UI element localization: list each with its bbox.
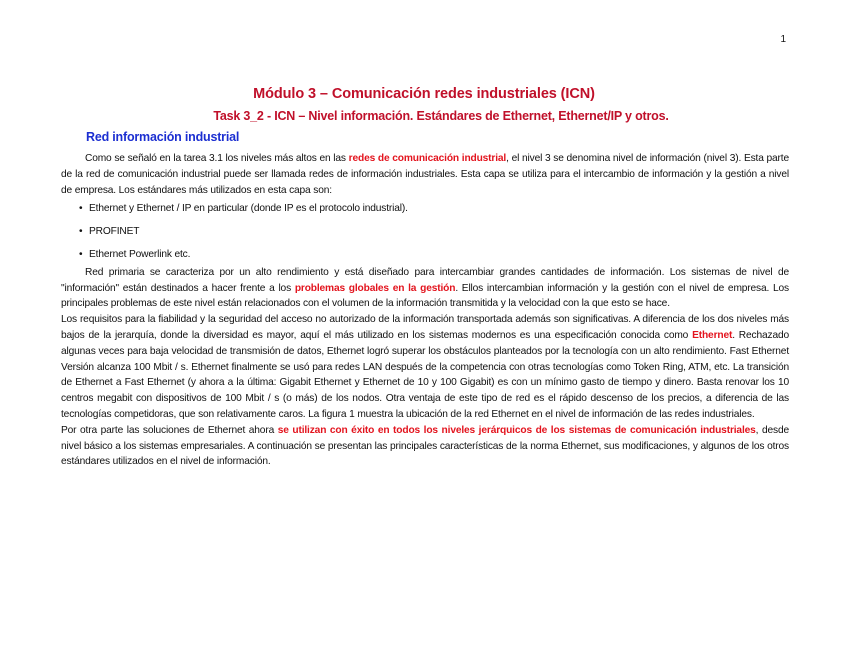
list-item-text: Ethernet y Ethernet / IP en particular (donde IP es el protocolo industrial). xyxy=(89,203,408,215)
standards-list xyxy=(61,202,789,261)
bullet-icon: • xyxy=(79,203,83,215)
paragraph-text: , desde nivel básico a los sistemas empresariales. A continuación se presentan las principales características de la norma Ethernet, sus modificaciones, y algunos de los otros estándares utilizados en el nivel de información. xyxy=(61,424,789,468)
paragraph-text: Como se señaló en la tarea 3.1 los niveles más altos en las xyxy=(85,153,349,164)
list-item xyxy=(79,202,789,216)
document-title: Módulo 3 – Comunicación redes industriales (ICN) xyxy=(253,86,595,102)
paragraph-primary-network xyxy=(61,265,789,312)
paragraph-text: Los requisitos para la fiabilidad y la seguridad del acceso no autorizado de la información transportada además son significativas. A diferencia de los dos niveles más bajos de la jerarquía, donde la diversidad es mayor, aquí el más utilizado en los sistemas modernos es una especificación conocida como xyxy=(61,314,789,341)
document-body xyxy=(61,151,789,470)
highlight-text: redes de comunicación industrial xyxy=(348,153,507,164)
list-item xyxy=(79,248,789,262)
paragraph-text: . Ellos intercambian información y la gestión con el nivel de empresa. Los principales problemas de este nivel están relacionados con el volumen de la información transmitida y la velocidad con la que esto se hace. xyxy=(61,282,789,310)
paragraph-text: , el nivel 3 se denomina nivel de información (nivel 3). Esta parte de la red de comunicación industrial puede ser llamada redes de información industriales. Esta capa se utiliza para el intercambio de información y la gestión a nivel de empresa. Los estándares más utilizados en esta capa son: xyxy=(61,153,789,196)
list-item xyxy=(79,225,789,239)
document-subtitle: Task 3_2 - ICN – Nivel información. Estándares de Ethernet, Ethernet/IP y otros. xyxy=(213,109,669,123)
paragraph-text: . Rechazado algunas veces para baja velocidad de transmisión de datos, Ethernet logró superar los obstáculos planteados por la tecnología con un alto rendimiento. Fast Ethernet Versión alcanza 100 Mbit / s. Ethernet finalmente se usó para redes LAN después de la competencia con otras tecnologías como Token Ring, ATM, etc. La transición de Ethernet a Fast Ethernet (y ahora a la última: Gigabit Ethernet y Ethernet de 10 y 100 Gigabit) es con un mínimo gasto de tiempo y dinero. Basta renovar los 10 centros megabit con dispositivos de 100 Mbit / s (o más) de los nodos. Otra ventaja de este tipo de red es el rápido descenso de los precios, a diferencia de las tecnologías competidoras, que son relativamente caros. La figura 1 muestra la ubicación de la red Ethernet en el nivel de información de las redes industriales. xyxy=(61,329,789,420)
highlight-text: Ethernet xyxy=(692,329,733,341)
paragraph-intro xyxy=(61,151,789,198)
bullet-icon: • xyxy=(79,248,83,260)
list-item-text: PROFINET xyxy=(89,226,140,238)
paragraph-text: Por otra parte las soluciones de Ethernet ahora xyxy=(61,424,278,436)
section-heading: Red información industrial xyxy=(86,130,240,144)
paragraph-text: Red primaria se caracteriza por un alto rendimiento y está diseñado para intercambiar grandes cantidades de información. Los sistemas de nivel de "información" están destinados a hacer frente a los xyxy=(61,266,789,294)
paragraph-requirements xyxy=(61,312,789,423)
highlight-text: se utilizan con éxito en todos los niveles jerárquicos de los sistemas de comunicación industriales xyxy=(277,424,756,436)
bullet-icon: • xyxy=(79,226,83,238)
page-number: 1 xyxy=(780,34,786,45)
paragraph-ethernet-solutions xyxy=(61,423,789,470)
list-item-text: Ethernet Powerlink etc. xyxy=(89,248,191,260)
highlight-text: problemas globales en la gestión xyxy=(294,282,456,294)
